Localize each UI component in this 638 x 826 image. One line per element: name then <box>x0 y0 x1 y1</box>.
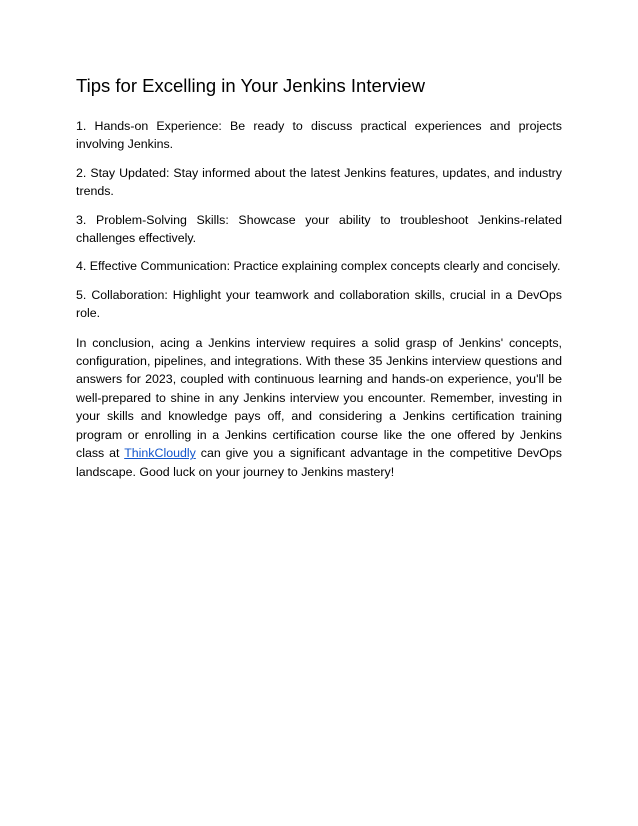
document-body <box>76 74 562 491</box>
tip-stay-updated: 2. Stay Updated: Stay informed about the latest Jenkins features, updates, and industry trends. <box>76 165 562 199</box>
tip-problem-solving: 3. Problem-Solving Skills: Showcase your ability to troubleshoot Jenkins-related challenges effectively. <box>76 212 562 246</box>
conclusion-paragraph <box>76 334 562 481</box>
page-title: Tips for Excelling in Your Jenkins Interview <box>76 75 425 96</box>
tip-hands-on-experience: 1. Hands-on Experience: Be ready to discuss practical experiences and projects involving Jenkins. <box>76 119 562 152</box>
tip-collaboration: 5. Collaboration: Highlight your teamwork and collaboration skills, crucial in a DevOps role. <box>76 287 562 321</box>
tip-effective-communication: 4. Effective Communication: Practice explaining complex concepts clearly and concisely. <box>76 259 561 274</box>
conclusion-text-before-link: In conclusion, acing a Jenkins interview requires a solid grasp of Jenkins' concepts, configuration, pipelines, and integrations. With these 35 Jenkins interview questions and answers for 2023, coupled with continuous learning and hands-on experience, you'll be well-prepared to shine in any Jenkins interview you encounter. Remember, investing in your skills and knowledge pays off, and considering a Jenkins certification training program or enrolling in a Jenkins certification course like the one offered by Jenkins class at <box>76 335 562 461</box>
conclusion-text-after-link: can give you a significant advantage in the competitive DevOps landscape. Good luck on your journey to Jenkins mastery! <box>76 446 562 479</box>
thinkcloudly-link[interactable]: ThinkCloudly <box>124 446 196 461</box>
